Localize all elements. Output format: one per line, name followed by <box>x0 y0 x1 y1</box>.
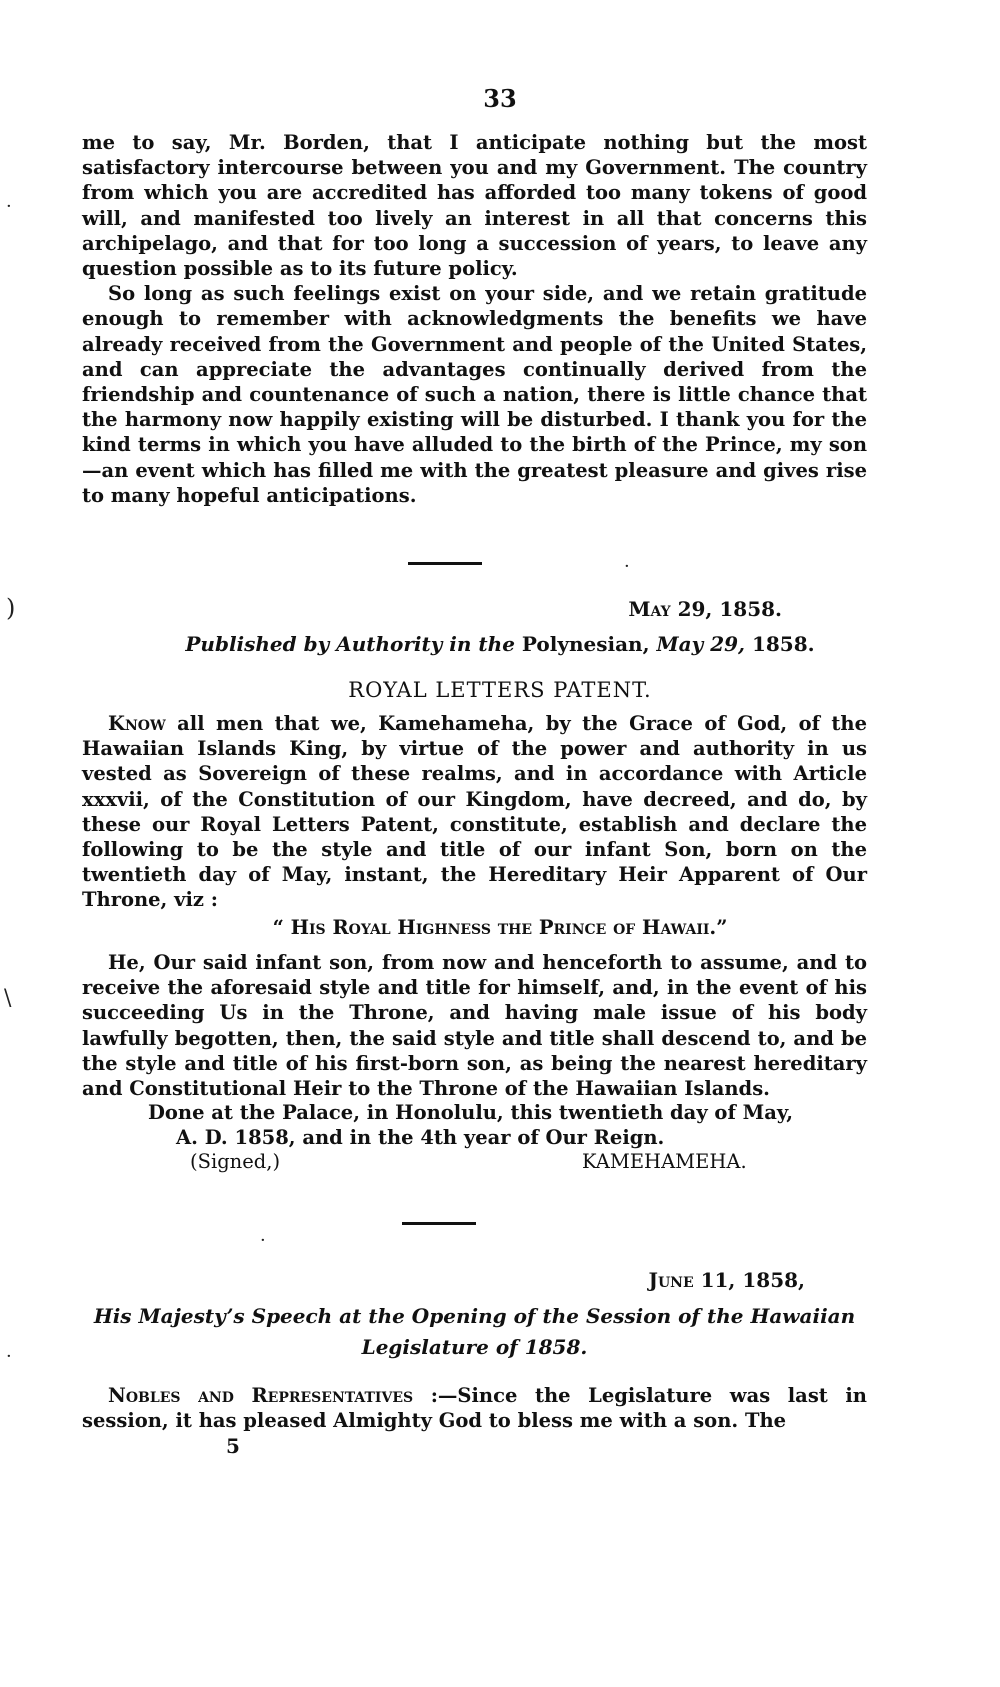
done-line-2: A. D. 1858, and in the 4th year of Our Reign. <box>176 1126 665 1149</box>
signature-mark: 5 <box>226 1434 240 1458</box>
speech-body <box>82 1383 867 1433</box>
signed-label: (Signed,) <box>190 1150 281 1173</box>
royal-title-text: “ His Royal Highness the Prince of Hawaii.” <box>272 916 728 939</box>
speech-date: June 11, 1858, <box>648 1268 805 1292</box>
patent-body-2 <box>82 950 867 1101</box>
address-caps: Nobles and Representatives <box>108 1384 414 1407</box>
section-divider-2 <box>402 1222 476 1225</box>
page-number: 33 <box>483 84 517 113</box>
patent-paragraph-1 <box>82 711 867 913</box>
signature: KAMEHAMEHA. <box>582 1150 747 1173</box>
published-prefix: Published by Authority in the <box>185 632 515 656</box>
patent-body <box>82 711 867 913</box>
know-word: Know <box>108 712 166 735</box>
speech-title <box>82 1301 867 1363</box>
published-paper: Polynesian, <box>521 632 650 656</box>
opening-paragraph-1: me to say, Mr. Borden, that I anticipate nothing but the most satisfactory intercourse between you and my Government. The country from which you are accredited has afforded too many tokens of good will, and manifested too lively an interest in all that concerns this archipelago, and that for too long a succession of years, to leave any question possible as to its future policy. <box>82 131 867 281</box>
patent-paragraph-2: He, Our said infant son, from now and henceforth to assume, and to receive the aforesaid style and title for himself, and, in the event of his succeeding Us in the Throne, and having male issue of his body lawfully begotten, then, the said style and title shall descend to, and be the style and title of his first-born son, as being the nearest hereditary and Constitutional Heir to the Throne of the Hawaiian Islands. <box>82 951 867 1101</box>
published-line <box>0 632 1000 656</box>
speech-title-line-1: His Majesty’s Speech at the Opening of the Session of the Hawaiian <box>93 1304 856 1328</box>
done-line-1: Done at the Palace, in Honolulu, this twentieth day of May, <box>148 1101 794 1124</box>
opening-section <box>82 130 867 508</box>
published-date: May 29, <box>656 632 745 656</box>
published-year: 1858. <box>751 632 815 656</box>
margin-tick: \ <box>4 986 12 1011</box>
patent-paragraph-1-text: all men that we, Kamehameha, by the Grace of God, of the Hawaiian Islands King, by virtue of the power and authority in us vested as Sovereign of these realms, and in accordance with Article xxxvii, of the Constitution of our Kingdom, have decreed, and do, by these our Royal Letters Patent, constitute, establish and declare the following to be the style and title of our infant Son, born on the twentieth day of May, instant, the Hereditary Heir Apparent of Our Throne, viz : <box>82 712 868 912</box>
margin-bracket: ) <box>6 594 16 622</box>
speck-mark: · <box>624 556 630 577</box>
section-divider-1 <box>408 562 482 565</box>
margin-speck-2: · <box>6 1346 12 1367</box>
margin-speck: · <box>6 196 12 217</box>
opening-paragraph-2: So long as such feelings exist on your side, and we retain gratitude enough to remember with acknowledgments the benefits we have already received from the Government and people of the United States, and can appreciate the advantages continually derived from the friendship and countenance of such a nation, there is little chance that the harmony now happily existing will be disturbed. I thank you for the kind terms in which you have alluded to the birth of the Prince, my son—an event which has filled me with the greatest pleasure and gives rise to many hopeful anticipations. <box>82 282 867 507</box>
speech-title-line-2: Legislature of 1858. <box>361 1335 588 1359</box>
speech-paragraph-1 <box>82 1383 867 1433</box>
speech-paragraph-1-text: :—Since the Legislature was last in session, it has pleased Almighty God to bless me with a son. The <box>82 1384 867 1433</box>
royal-title <box>0 916 1000 939</box>
patent-heading: ROYAL LETTERS PATENT. <box>348 678 652 702</box>
patent-date: May 29, 1858. <box>628 597 782 621</box>
speck-mark-2: · <box>260 1230 266 1251</box>
